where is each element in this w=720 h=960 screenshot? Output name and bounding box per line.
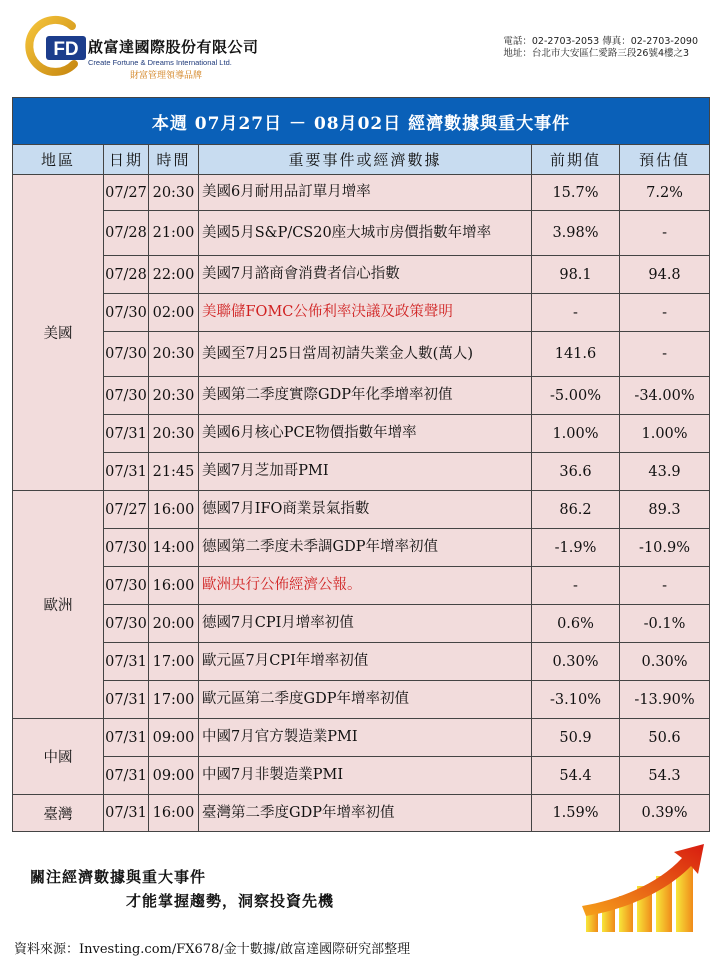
date-cell: 07/31 bbox=[104, 681, 149, 719]
event-cell: 美國5月S&P/CS20座大城市房價指數年增率 bbox=[199, 211, 532, 256]
column-header: 重要事件或經濟數據 bbox=[199, 145, 532, 175]
column-header: 前期值 bbox=[532, 145, 620, 175]
date-cell: 07/30 bbox=[104, 294, 149, 332]
forecast-value-cell: -0.1% bbox=[620, 605, 710, 643]
event-cell: 歐洲央行公佈經濟公報。 bbox=[199, 567, 532, 605]
previous-value-cell: 1.59% bbox=[532, 795, 620, 832]
forecast-value-cell: 7.2% bbox=[620, 175, 710, 211]
table-row bbox=[13, 757, 710, 795]
table-row bbox=[13, 795, 710, 832]
time-cell: 16:00 bbox=[149, 491, 199, 529]
table-row bbox=[13, 294, 710, 332]
event-cell: 美國7月芝加哥PMI bbox=[199, 453, 532, 491]
time-cell: 17:00 bbox=[149, 643, 199, 681]
date-cell: 07/28 bbox=[104, 211, 149, 256]
previous-value-cell: 0.30% bbox=[532, 643, 620, 681]
event-cell: 臺灣第二季度GDP年增率初值 bbox=[199, 795, 532, 832]
tagline-line2: 才能掌握趨勢，洞察投資先機 bbox=[126, 892, 335, 910]
region-cell: 歐洲 bbox=[13, 491, 104, 719]
event-cell: 德國7月CPI月增率初值 bbox=[199, 605, 532, 643]
previous-value-cell: -1.9% bbox=[532, 529, 620, 567]
date-cell: 07/31 bbox=[104, 453, 149, 491]
table-row bbox=[13, 256, 710, 294]
time-cell: 22:00 bbox=[149, 256, 199, 294]
previous-value-cell: 141.6 bbox=[532, 332, 620, 377]
forecast-value-cell: 89.3 bbox=[620, 491, 710, 529]
previous-value-cell: - bbox=[532, 567, 620, 605]
forecast-value-cell: 1.00% bbox=[620, 415, 710, 453]
date-cell: 07/31 bbox=[104, 795, 149, 832]
date-cell: 07/30 bbox=[104, 605, 149, 643]
contact-info bbox=[503, 36, 698, 60]
event-cell: 德國第二季度未季調GDP年增率初值 bbox=[199, 529, 532, 567]
previous-value-cell: 3.98% bbox=[532, 211, 620, 256]
time-cell: 20:30 bbox=[149, 175, 199, 211]
company-name-en: Create Fortune & Dreams International Ltd. bbox=[88, 58, 232, 67]
previous-value-cell: -3.10% bbox=[532, 681, 620, 719]
time-cell: 20:30 bbox=[149, 415, 199, 453]
table-row bbox=[13, 605, 710, 643]
date-cell: 07/30 bbox=[104, 567, 149, 605]
table-row bbox=[13, 415, 710, 453]
column-header: 時間 bbox=[149, 145, 199, 175]
time-cell: 02:00 bbox=[149, 294, 199, 332]
event-cell: 美國至7月25日當周初請失業金人數(萬人) bbox=[199, 332, 532, 377]
time-cell: 09:00 bbox=[149, 757, 199, 795]
table-title: 本週 07月27日 － 08月02日 經濟數據與重大事件 bbox=[13, 98, 710, 145]
forecast-value-cell: 50.6 bbox=[620, 719, 710, 757]
table-row bbox=[13, 719, 710, 757]
previous-value-cell: - bbox=[532, 294, 620, 332]
forecast-value-cell: - bbox=[620, 567, 710, 605]
company-slogan: 財富管理領導品牌 bbox=[130, 71, 203, 81]
table-row bbox=[13, 453, 710, 491]
time-cell: 20:30 bbox=[149, 377, 199, 415]
table-row bbox=[13, 211, 710, 256]
previous-value-cell: 1.00% bbox=[532, 415, 620, 453]
time-cell: 14:00 bbox=[149, 529, 199, 567]
time-cell: 17:00 bbox=[149, 681, 199, 719]
table-row bbox=[13, 491, 710, 529]
event-cell: 美國6月核心PCE物價指數年增率 bbox=[199, 415, 532, 453]
time-cell: 20:00 bbox=[149, 605, 199, 643]
event-cell: 中國7月非製造業PMI bbox=[199, 757, 532, 795]
region-cell: 美國 bbox=[13, 175, 104, 491]
column-header: 日期 bbox=[104, 145, 149, 175]
table-row bbox=[13, 332, 710, 377]
column-header: 地區 bbox=[13, 145, 104, 175]
forecast-value-cell: -10.9% bbox=[620, 529, 710, 567]
tagline-line1: 關注經濟數據與重大事件 bbox=[30, 868, 207, 886]
table-header-row bbox=[13, 145, 710, 175]
event-cell: 美國7月諮商會消費者信心指數 bbox=[199, 256, 532, 294]
event-cell: 美聯儲FOMC公佈利率決議及政策聲明 bbox=[199, 294, 532, 332]
previous-value-cell: 36.6 bbox=[532, 453, 620, 491]
table-row bbox=[13, 643, 710, 681]
forecast-value-cell: - bbox=[620, 294, 710, 332]
region-cell: 中國 bbox=[13, 719, 104, 795]
event-cell: 中國7月官方製造業PMI bbox=[199, 719, 532, 757]
table-title-row bbox=[13, 98, 710, 145]
time-cell: 20:30 bbox=[149, 332, 199, 377]
table-row bbox=[13, 377, 710, 415]
date-cell: 07/31 bbox=[104, 757, 149, 795]
event-cell: 美國6月耐用品訂單月增率 bbox=[199, 175, 532, 211]
date-cell: 07/30 bbox=[104, 332, 149, 377]
previous-value-cell: -5.00% bbox=[532, 377, 620, 415]
table-row bbox=[13, 681, 710, 719]
previous-value-cell: 54.4 bbox=[532, 757, 620, 795]
forecast-value-cell: -34.00% bbox=[620, 377, 710, 415]
growth-chart-icon bbox=[578, 840, 714, 934]
forecast-value-cell: - bbox=[620, 332, 710, 377]
time-cell: 16:00 bbox=[149, 567, 199, 605]
events-table bbox=[12, 97, 710, 832]
column-header: 預估值 bbox=[620, 145, 710, 175]
previous-value-cell: 98.1 bbox=[532, 256, 620, 294]
forecast-value-cell: - bbox=[620, 211, 710, 256]
table-row bbox=[13, 567, 710, 605]
company-block bbox=[88, 36, 259, 81]
region-cell: 臺灣 bbox=[13, 795, 104, 832]
previous-value-cell: 15.7% bbox=[532, 175, 620, 211]
forecast-value-cell: 43.9 bbox=[620, 453, 710, 491]
table-row bbox=[13, 175, 710, 211]
date-cell: 07/31 bbox=[104, 719, 149, 757]
event-cell: 美國第二季度實際GDP年化季增率初值 bbox=[199, 377, 532, 415]
event-cell: 歐元區第二季度GDP年增率初值 bbox=[199, 681, 532, 719]
source-note: 資料來源：Investing.com/FX678/金十數據/啟富達國際研究部整理 bbox=[14, 942, 411, 957]
forecast-value-cell: 54.3 bbox=[620, 757, 710, 795]
date-cell: 07/27 bbox=[104, 491, 149, 529]
time-cell: 21:45 bbox=[149, 453, 199, 491]
time-cell: 16:00 bbox=[149, 795, 199, 832]
date-cell: 07/27 bbox=[104, 175, 149, 211]
forecast-value-cell: -13.90% bbox=[620, 681, 710, 719]
forecast-value-cell: 0.39% bbox=[620, 795, 710, 832]
event-cell: 歐元區7月CPI年增率初值 bbox=[199, 643, 532, 681]
date-cell: 07/31 bbox=[104, 415, 149, 453]
address: 地址：台北市大安區仁愛路三段26號4樓之3 bbox=[503, 48, 690, 59]
forecast-value-cell: 94.8 bbox=[620, 256, 710, 294]
date-cell: 07/30 bbox=[104, 529, 149, 567]
time-cell: 09:00 bbox=[149, 719, 199, 757]
date-cell: 07/31 bbox=[104, 643, 149, 681]
previous-value-cell: 50.9 bbox=[532, 719, 620, 757]
event-cell: 德國7月IFO商業景氣指數 bbox=[199, 491, 532, 529]
date-cell: 07/28 bbox=[104, 256, 149, 294]
logo-text: FD bbox=[53, 39, 79, 60]
forecast-value-cell: 0.30% bbox=[620, 643, 710, 681]
company-name-zh: 啟富達國際股份有限公司 bbox=[88, 38, 259, 56]
company-logo bbox=[20, 14, 88, 78]
phone-fax: 電話：02-2703-2053 傳真：02-2703-2090 bbox=[503, 36, 698, 47]
previous-value-cell: 86.2 bbox=[532, 491, 620, 529]
time-cell: 21:00 bbox=[149, 211, 199, 256]
previous-value-cell: 0.6% bbox=[532, 605, 620, 643]
table-row bbox=[13, 529, 710, 567]
date-cell: 07/30 bbox=[104, 377, 149, 415]
